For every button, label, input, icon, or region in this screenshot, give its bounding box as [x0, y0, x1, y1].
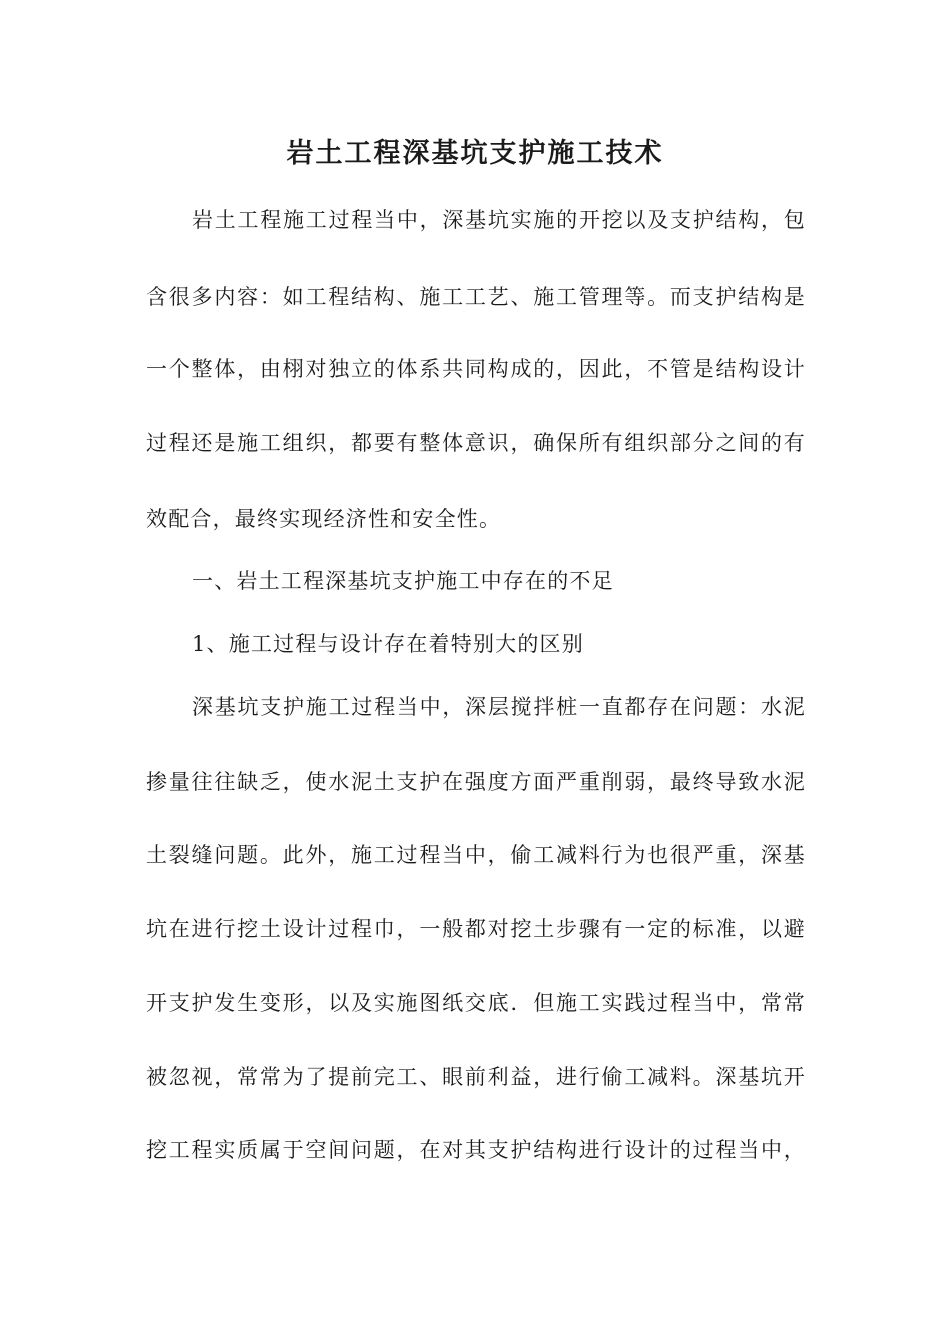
paragraph-line: 深基坑支护施工过程当中，深层搅拌桩一直都存在问题：水泥	[192, 695, 806, 719]
subsection-heading: 1、施工过程与设计存在着特别大的区别	[192, 632, 584, 656]
paragraph-line: 土裂缝问题。此外，施工过程当中，偷工减料行为也很严重，深基	[146, 843, 806, 867]
page-title: 岩土工程深基坑支护施工技术	[286, 138, 664, 169]
paragraph-line: 过程还是施工组织，都要有整体意识，确保所有组织部分之间的有	[146, 431, 806, 455]
paragraph-line: 岩土工程施工过程当中，深基坑实施的开挖以及支护结构，包	[192, 208, 806, 232]
paragraph-line: 开支护发生变形，以及实施图纸交底．但施工实践过程当中，常常	[146, 991, 806, 1015]
paragraph-line: 被忽视，常常为了提前完工、眼前利益，进行偷工减料。深基坑开	[146, 1065, 806, 1089]
paragraph-line: 含很多内容：如工程结构、施工工艺、施工管理等。而支护结构是	[146, 285, 806, 309]
section-heading: 一、岩土工程深基坑支护施工中存在的不足	[192, 569, 614, 593]
paragraph-line: 挖工程实质属于空间问题，在对其支护结构进行设计的过程当中，	[146, 1138, 806, 1162]
paragraph-line: 一个整体，由栩对独立的体系共同构成的，因此，不管是结构设计	[146, 357, 806, 381]
paragraph-line: 掺量往往缺乏，使水泥土支护在强度方面严重削弱，最终导致水泥	[146, 770, 806, 794]
paragraph-line: 效配合，最终实现经济性和安全性。	[146, 507, 502, 531]
paragraph-line: 坑在进行挖土设计过程巾，一般都对挖土步骤有一定的标准，以避	[146, 917, 806, 941]
